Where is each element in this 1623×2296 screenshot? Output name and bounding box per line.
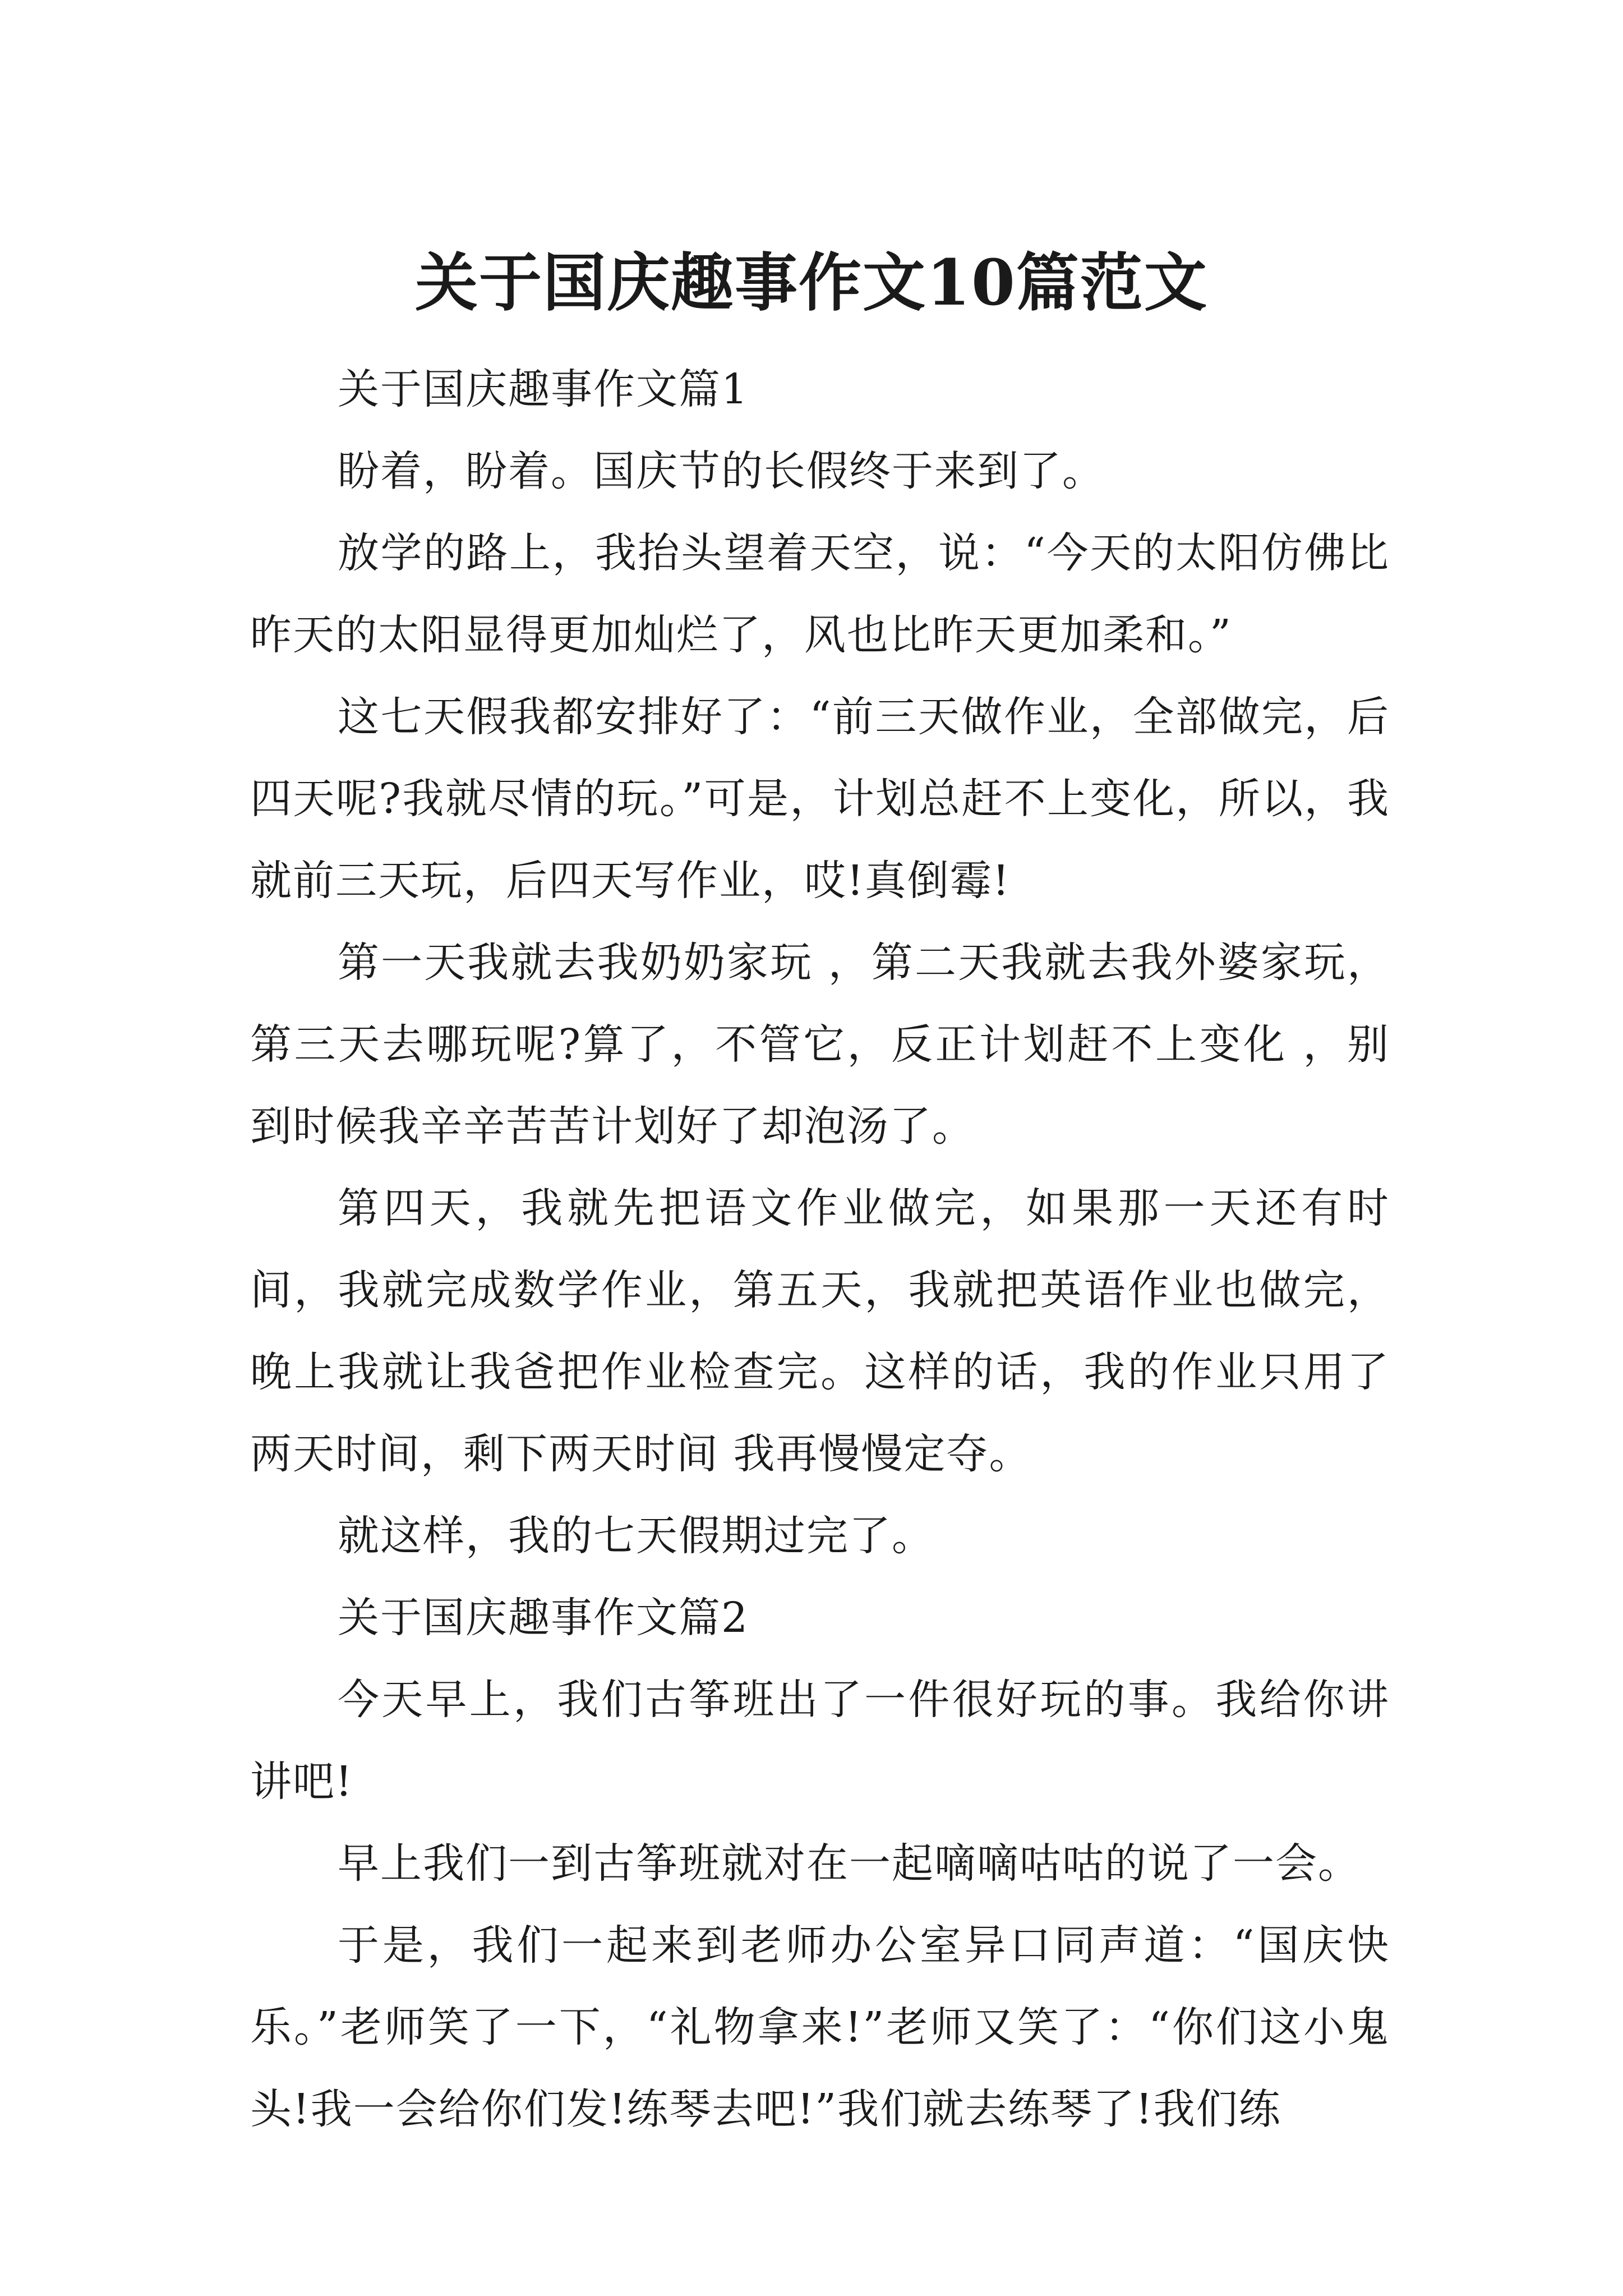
paragraph: 盼着，盼着。国庆节的长假终于来到了。 — [338, 447, 1105, 495]
section-heading: 关于国庆趣事作文篇2 — [338, 1594, 749, 1642]
paragraph: 放学的路上，我抬头望着天空，说：“今天的太阳仿佛比昨天的太阳显得更加灿烂了，风也比昨天更加柔和。” — [250, 529, 1390, 659]
paragraph: 早上我们一到古筝班就对在一起嘀嘀咕咕的说了一会。 — [338, 1839, 1361, 1888]
paragraph: 第四天，我就先把语文作业做完，如果那一天还有时间，我就完成数学作业，第五天，我就把英语作业也做完，晚上我就让我爸把作业检查完。这样的话，我的作业只用了两天时间，剩下两天时间 我再慢慢定夺。 — [250, 1184, 1390, 1478]
paragraph: 第一天我就去我奶奶家玩 ，第二天我就去我外婆家玩，第三天去哪玩呢?算了，不管它，反正计划赶不上变化 ，别到时候我辛辛苦苦计划好了却泡汤了。 — [250, 938, 1390, 1151]
paragraph: 今天早上，我们古筝班出了一件很好玩的事。我给你讲讲吧! — [250, 1676, 1390, 1806]
paragraph: 就这样，我的七天假期过完了。 — [338, 1512, 934, 1560]
document-body — [250, 348, 1390, 2150]
paragraph: 这七天假我都安排好了：“前三天做作业，全部做完，后四天呢?我就尽情的玩。”可是，计划总赶不上变化，所以，我就前三天玩，后四天写作业，哎!真倒霉! — [250, 693, 1390, 905]
section-heading: 关于国庆趣事作文篇1 — [338, 365, 749, 413]
document-title: 关于国庆趣事作文10篇范文 — [415, 246, 1208, 320]
paragraph: 于是，我们一起来到老师办公室异口同声道：“国庆快乐。”老师笑了一下，“礼物拿来!”老师又笑了：“你们这小鬼头!我一会给你们发!练琴去吧!”我们就去练琴了!我们练 — [250, 1921, 1390, 2133]
